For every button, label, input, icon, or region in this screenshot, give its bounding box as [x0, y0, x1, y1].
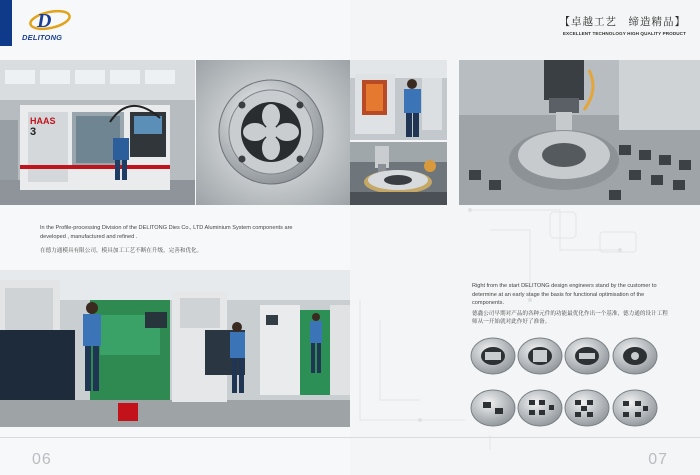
die-on-machine-bed-photo [350, 142, 447, 205]
right-page-number: 07 [648, 451, 668, 468]
logo-text: DELITONG [22, 33, 63, 42]
company-logo [22, 8, 80, 46]
extrusion-die-closeup-photo [196, 60, 350, 205]
left-page-number: 06 [32, 451, 52, 468]
right-page-paragraph-cn: 德鑫公司早期对产品的各种元件的功能最优化作出一个基准，德力通的设计工程师从一开始就对此作好了准备。 [472, 311, 668, 325]
milling-spindle-photo [459, 60, 700, 205]
left-footer-rule [0, 437, 350, 438]
right-page-paragraph-en: Right from the start DELITONG design engineers stand by the customer to determine at an early stage the basis for functional optimisation of the components. [472, 283, 657, 307]
brand-bar [0, 0, 12, 46]
logo-mark-icon [24, 8, 76, 32]
right-footer-rule [350, 437, 700, 438]
svg-text:HAAS: HAAS [30, 116, 56, 126]
left-page-paragraph-cn: 在德力通模具有限公司，模具加工工艺不断在升级，完善和优化。 [40, 248, 203, 254]
left-page-paragraph-en: In the Profile-processing Division of the DELITONG Dies Co., LTD Aluminium System components are developed , manufactured and refined . [40, 225, 293, 240]
slogan-en: EXCELLENT TECHNOLOGY HIGH QUALITY PRODUCT [562, 31, 686, 36]
slogan [560, 14, 687, 36]
right-page [350, 0, 700, 475]
slogan-cn: 【卓越工艺 缔造精品】 [559, 16, 686, 28]
operator-at-machine-photo [350, 60, 447, 140]
svg-text:D: D [37, 10, 52, 32]
extrusion-dies-collection-photo [465, 330, 665, 435]
svg-text:3: 3 [30, 126, 37, 138]
wire-edm-workshop-photo [0, 270, 350, 427]
cnc-machining-center-photo [0, 60, 195, 205]
